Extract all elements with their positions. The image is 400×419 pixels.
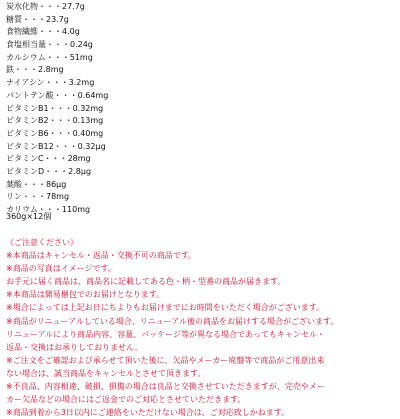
notice-heading: 《ご注意ください》 <box>6 238 78 247</box>
nutrition-item-dietary-fiber: 食物繊維・・・4.0g <box>6 27 80 37</box>
notice-line: ※場合によっては上記お日にちよりもお届けまでにお時間をいただく場合がございます。 <box>6 303 325 313</box>
nutrition-item-vitamin-c: ビタミンC・・・28mg <box>6 154 91 164</box>
nutrition-item-calcium: カルシウム・・・51mg <box>6 52 93 62</box>
notice-line: ※本商品は簡易梱包でのお届けとなります。 <box>6 290 165 300</box>
nutrition-item-vitamin-b1: ビタミンB1・・・0.32mg <box>6 103 104 113</box>
notice-line: ※商品の写真はイメージです。 <box>6 264 116 274</box>
nutrition-item-salt-equivalent: 食塩相当量・・・0.24g <box>6 40 93 50</box>
nutrition-item-potassium: カリウム・・・110mg <box>6 205 91 214</box>
notice-line: お手元に届く商品は、商品名に記載してある色・柄・型番の商品が届きます。 <box>6 277 286 287</box>
notice-line: ※ご注文をご確認および承らせて頂いた後に、欠品やメーカー廃盤等で商品がご用意出来 <box>6 355 325 365</box>
notice-line: ない場合は、誠当商品をキャンセルとさせて頂きます。 <box>6 368 206 378</box>
nutrition-item-vitamin-b12: ビタミンB12・・・0.32μg <box>6 141 106 151</box>
nutrition-item-vitamin-b6: ビタミンB6・・・0.40mg <box>6 128 104 138</box>
nutrition-item-vitamin-d: ビタミンD・・・2.8μg <box>6 166 92 176</box>
notice-line: カー欠品などの場合にはご返金でのご対応とさせていただきます。 <box>6 395 246 405</box>
notice-line: ※不良品、内容相違、破損、損傷の場合は良品と交換させていただきますが、完売やメー <box>6 382 325 392</box>
nutrition-item-sugar: 糖質・・・23.7g <box>6 14 69 24</box>
nutrition-item-vitamin-b2: ビタミンB2・・・0.13mg <box>6 116 104 126</box>
notice-line: ※商品がリニューアルしている場合、リニューアル後の商品をお届けする場合がございます。 <box>6 316 339 326</box>
notice-line: ※本商品はキャンセル・返品・交換不可の商品です。 <box>6 251 197 261</box>
package-size: 360g×12個 <box>6 212 52 221</box>
nutrition-facts-list <box>6 1 108 217</box>
notice-line: リニューアルにより商品内容、容量、パッケージ等が異なる場合であってもキャンセル・ <box>6 329 325 339</box>
nutrition-item-carbohydrates: 炭水化物・・・27.7g <box>6 2 85 11</box>
nutrition-item-iron: 鉄・・・2.8mg <box>6 65 64 75</box>
nutrition-item-folic-acid: 葉酸・・・86μg <box>6 179 67 189</box>
notice-line: ※商品到着から3日以内にご連絡をいただけない場合は、ご対応致しかねます。 <box>6 408 290 418</box>
nutrition-item-phosphorus: リン・・・78mg <box>6 192 70 202</box>
nutrition-item-pantothenic-acid: パントテン酸・・・0.64mg <box>6 90 109 100</box>
nutrition-item-niacin: ナイアシン・・・3.2mg <box>6 78 95 88</box>
notice-line: 返品・交換はお承りしておりません。 <box>6 342 143 352</box>
caution-notice <box>6 236 398 419</box>
